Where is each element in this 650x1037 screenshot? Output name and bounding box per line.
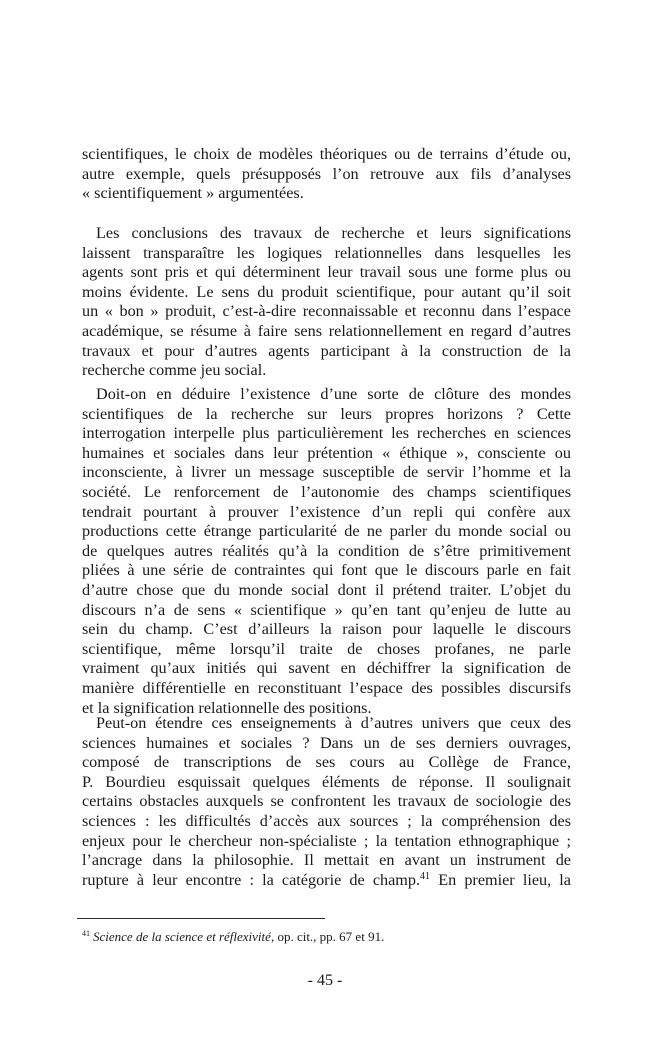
- text-line: Doit-on en déduire l’existence d’une sorte de clôture des mondes: [96, 385, 571, 403]
- text-line: scientifique, même lorsqu’il traite de choses profanes, ne parle: [82, 639, 571, 658]
- text-line: interrogation interpelle plus particulièrement les recherches en sciences: [82, 424, 571, 443]
- paragraph-1: [82, 145, 571, 204]
- text-line: pliées à une série de contraintes qui font que le discours parle en fait: [82, 561, 571, 580]
- text-line: recherche comme jeu social.: [82, 361, 267, 380]
- text-line: travaux et pour d’autres agents participant à la construction de la: [82, 341, 571, 360]
- text-line: un « bon » produit, c’est-à-dire reconnaissable et reconnu dans l’espace: [82, 302, 571, 321]
- paragraph-3: [82, 385, 571, 718]
- text-line: tendrait pourtant à prouver l’existence d’un repli qui confère aux: [82, 502, 571, 521]
- text-line: agents sont pris et qui déterminent leur travail sous une forme plus ou: [82, 263, 571, 282]
- footnote-41: [82, 929, 562, 945]
- text-line: manière différentielle en reconstituant l’espace des possibles discursifs: [82, 678, 571, 697]
- text-line: d’autre chose que du monde social dont il prétend traiter. L’objet du: [82, 580, 571, 599]
- text-line: inconsciente, à livrer un message susceptible de servir l’homme et la: [82, 463, 571, 482]
- text-line: académique, se résume à faire sens relationnellement en regard d’autres: [82, 321, 571, 340]
- footnote-citation-details: , op. cit., pp. 67 et 91.: [270, 929, 385, 944]
- text-segment: En premier lieu, la: [430, 870, 571, 889]
- text-line: discours n’a de sens « scientifique » qu’en tant qu’enjeu de lutte au: [82, 600, 571, 619]
- text-line: enjeux pour le chercheur non-spécialiste ; la tentation ethnographique ;: [82, 831, 571, 850]
- text-line: Les conclusions des travaux de recherche et leurs significations: [96, 224, 571, 242]
- text-line: humaines et sociales dans leur prétention « éthique », consciente ou: [82, 443, 571, 462]
- footnote-marker: 41: [82, 929, 90, 938]
- text-line: sciences humaines et sociales ? Dans un de ses derniers ouvrages,: [82, 733, 571, 752]
- text-line: moins évidente. Le sens du produit scientifique, pour autant qu’il soit: [82, 282, 571, 301]
- text-line: scientifiques, le choix de modèles théoriques ou de terrains d’étude ou,: [82, 145, 571, 163]
- text-line: sein du champ. C’est d’ailleurs la raison pour laquelle le discours: [82, 620, 571, 639]
- text-line: vraiment qu’aux initiés qui savent en déchiffrer la signification de: [82, 659, 571, 678]
- text-line: composé de transcriptions de ses cours au Collège de France,: [82, 753, 571, 772]
- text-line: société. Le renforcement de l’autonomie des champs scientifiques: [82, 482, 571, 501]
- text-line: Peut-on étendre ces enseignements à d’autres univers que ceux des: [96, 714, 571, 732]
- text-line: scientifiques de la recherche sur leurs propres horizons ? Cette: [82, 404, 571, 423]
- footnote-separator: [77, 918, 325, 919]
- text-line: de quelques autres réalités qu’à la condition de s’être primitivement: [82, 541, 571, 560]
- text-line: autre exemple, quels présupposés l’on retrouve aux fils d’analyses: [82, 164, 571, 183]
- text-line: « scientifiquement » argumentées.: [82, 184, 304, 203]
- text-line: et la signification relationnelle des positions.: [82, 698, 372, 717]
- text-line: l’ancrage dans la philosophie. Il mettait en avant un instrument de: [82, 851, 571, 870]
- text-line: P. Bourdieu esquissait quelques éléments de réponse. Il soulignait: [82, 772, 571, 791]
- text-line: productions cette étrange particularité de ne parler du monde social ou: [82, 522, 571, 541]
- text-line: [82, 871, 571, 891]
- footnote-cited-title: Science de la science et réflexivité: [93, 929, 271, 944]
- footnote-reference-41[interactable]: 41: [420, 870, 431, 882]
- text-line: certains obstacles auxquels se confrontent les travaux de sociologie des: [82, 792, 571, 811]
- paragraph-2: [82, 224, 571, 381]
- text-line: laissent transparaître les logiques relationnelles dans lesquelles les: [82, 243, 571, 262]
- text-segment: rupture à leur encontre : la catégorie de champ.: [82, 870, 421, 889]
- paragraph-4: [82, 714, 571, 890]
- page-number: - 45 -: [307, 972, 343, 989]
- text-line: sciences : les difficultés d’accès aux sources ; la compréhension des: [82, 811, 571, 830]
